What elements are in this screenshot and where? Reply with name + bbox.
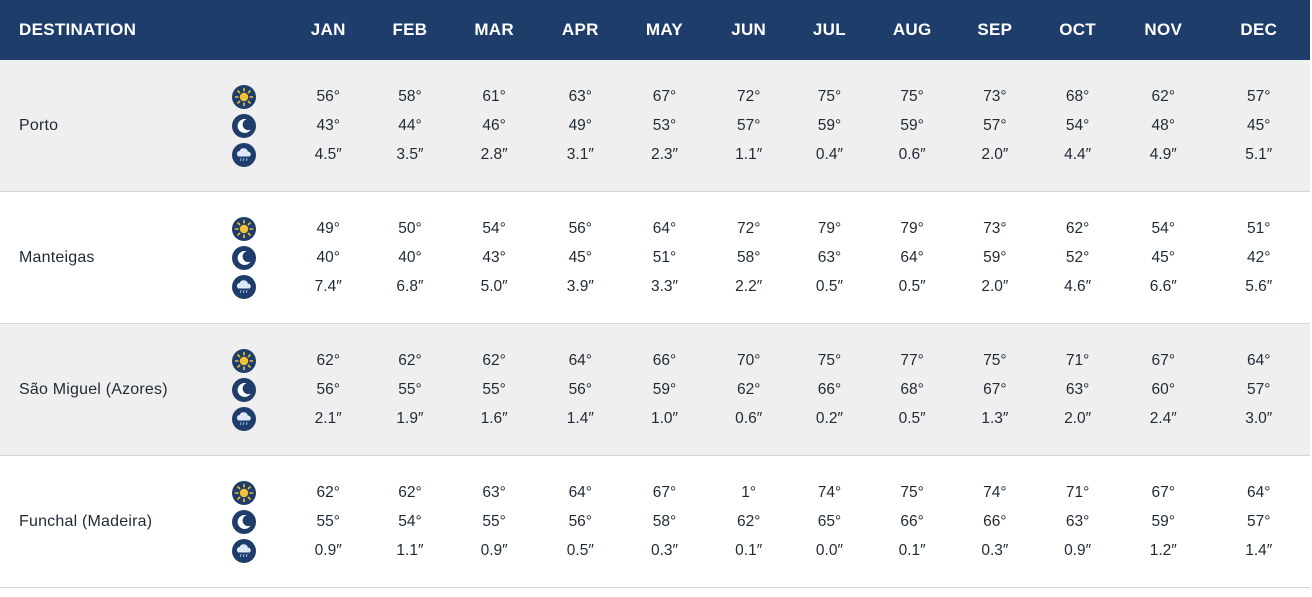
rainfall: 0.9″ [1064,541,1092,559]
month-cell-jun [709,87,788,165]
month-header-may: MAY [645,20,684,39]
high-temp: 79° [900,219,924,237]
high-temp: 73° [983,219,1007,237]
rainfall: 0.9″ [314,541,342,559]
rainfall: 0.1″ [735,541,763,559]
month-cell-oct [1036,87,1119,165]
high-temp: 58° [398,87,422,105]
table-header [0,0,1310,60]
month-cell-apr [541,351,620,429]
rainfall: 0.5″ [898,277,926,295]
low-temp: 64° [900,248,924,266]
low-temp: 44° [398,116,422,134]
low-temp: 55° [482,512,506,530]
rainfall: 2.0″ [981,145,1009,163]
low-temp: 40° [316,248,340,266]
high-temp: 51° [1247,219,1271,237]
month-cell-apr [541,483,620,561]
high-temp: 62° [1151,87,1175,105]
low-temp: 52° [1065,248,1090,266]
high-temp: 62° [316,483,340,501]
low-temp: 45° [568,248,593,266]
rain-cloud-icon [232,539,256,563]
month-cell-apr [541,219,620,297]
rainfall: 0.0″ [815,541,843,559]
high-temp: 67° [652,87,677,105]
low-temp: 59° [1151,512,1175,530]
table-row [0,60,1310,192]
month-cell-jan [284,351,373,429]
rainfall: 1.4″ [566,409,594,427]
high-temp: 64° [568,351,593,369]
rainfall: 1.1″ [396,541,424,559]
high-temp: 56° [316,87,340,105]
month-header-jan: JAN [310,20,346,39]
high-temp: 72° [736,219,761,237]
low-temp: 48° [1151,116,1175,134]
high-temp: 54° [1151,219,1175,237]
high-temp: 54° [482,219,506,237]
high-temp: 64° [652,219,677,237]
month-cell-feb [373,219,448,297]
low-temp: 54° [1065,116,1090,134]
rainfall: 2.1″ [314,409,342,427]
rainfall: 0.6″ [898,145,926,163]
low-temp: 66° [900,512,924,530]
high-temp: 62° [316,351,340,369]
rainfall: 0.3″ [650,541,679,559]
month-cell-aug [871,219,954,297]
month-cell-jun [709,219,788,297]
low-temp: 54° [398,512,422,530]
month-cell-dec [1208,351,1310,429]
month-cell-may [620,351,710,429]
moon-icon [232,510,256,534]
month-cell-mar [447,351,541,429]
month-cell-dec [1208,483,1310,561]
sun-icon [232,217,256,241]
low-temp: 58° [652,512,677,530]
month-cell-jan [284,483,373,561]
high-temp: 64° [1247,351,1271,369]
month-cell-oct [1036,483,1119,561]
month-cell-sep [954,87,1037,165]
month-cell-feb [373,87,448,165]
metric-icons [232,481,284,563]
month-cell-jun [709,483,788,561]
high-temp: 56° [568,219,593,237]
month-cell-may [620,219,710,297]
low-temp: 58° [736,248,761,266]
month-cell-jul [788,219,871,297]
low-temp: 65° [817,512,842,530]
month-cell-sep [954,483,1037,561]
rain-cloud-icon [232,275,256,299]
month-cell-apr [541,87,620,165]
rainfall: 2.2″ [735,277,763,295]
month-header-sep: SEP [977,20,1013,39]
rainfall: 1.2″ [1149,541,1177,559]
rainfall: 7.4″ [314,277,342,295]
rainfall: 4.5″ [314,145,342,163]
low-temp: 63° [817,248,842,266]
rainfall: 6.6″ [1149,277,1177,295]
rainfall: 5.6″ [1245,277,1273,295]
rainfall: 0.2″ [815,409,843,427]
low-temp: 63° [1065,380,1090,398]
month-cell-feb [373,351,448,429]
high-temp: 77° [900,351,924,369]
month-cell-oct [1036,351,1119,429]
month-cell-mar [447,483,541,561]
month-header-dec: DEC [1240,20,1278,39]
low-temp: 43° [316,116,340,134]
low-temp: 55° [316,512,340,530]
low-temp: 62° [736,380,761,398]
low-temp: 57° [1247,512,1271,530]
rain-cloud-icon [232,407,256,431]
month-cell-feb [373,483,448,561]
rainfall: 3.0″ [1245,409,1273,427]
rainfall: 1.3″ [981,409,1009,427]
month-header-oct: OCT [1059,20,1096,39]
high-temp: 49° [316,219,340,237]
rainfall: 2.8″ [480,145,508,163]
rainfall: 0.9″ [480,541,508,559]
table-row [0,456,1310,588]
month-cell-nov [1119,483,1208,561]
rainfall: 2.3″ [650,145,679,163]
month-cell-may [620,483,710,561]
rainfall: 2.0″ [1064,409,1092,427]
month-cell-dec [1208,87,1310,165]
rainfall: 6.8″ [396,277,424,295]
high-temp: 64° [568,483,593,501]
high-temp: 75° [900,87,924,105]
rainfall: 0.5″ [566,541,594,559]
month-header-feb: FEB [392,20,428,39]
high-temp: 79° [817,219,842,237]
month-header-aug: AUG [892,20,932,39]
rainfall: 3.9″ [566,277,594,295]
month-cell-dec [1208,219,1310,297]
month-header-apr: APR [561,20,599,39]
high-temp: 72° [736,87,761,105]
low-temp: 59° [900,116,924,134]
moon-icon [232,378,256,402]
month-cell-jul [788,87,871,165]
rainfall: 0.6″ [735,409,763,427]
low-temp: 66° [817,380,842,398]
sun-icon [232,85,256,109]
high-temp: 62° [1065,219,1090,237]
high-temp: 1° [741,483,757,501]
low-temp: 55° [482,380,506,398]
month-cell-nov [1119,219,1208,297]
moon-icon [232,114,256,138]
month-cell-oct [1036,219,1119,297]
month-header-jul: JUL [812,20,846,39]
high-temp: 62° [482,351,506,369]
high-temp: 74° [817,483,842,501]
rainfall: 2.0″ [981,277,1009,295]
low-temp: 56° [316,380,340,398]
high-temp: 73° [983,87,1007,105]
rainfall: 1.4″ [1245,541,1273,559]
rainfall: 2.4″ [1149,409,1177,427]
month-cell-nov [1119,87,1208,165]
high-temp: 64° [1247,483,1271,501]
month-cell-aug [871,483,954,561]
rainfall: 1.6″ [480,409,508,427]
high-temp: 74° [983,483,1007,501]
month-cell-mar [447,87,541,165]
table-row [0,192,1310,324]
low-temp: 42° [1247,248,1271,266]
high-temp: 75° [983,351,1007,369]
rain-cloud-icon [232,143,256,167]
high-temp: 61° [482,87,506,105]
month-header-jun: JUN [731,20,767,39]
month-cell-jul [788,351,871,429]
rainfall: 0.1″ [898,541,926,559]
rainfall: 1.0″ [650,409,679,427]
month-cell-nov [1119,351,1208,429]
high-temp: 68° [1065,87,1090,105]
low-temp: 45° [1247,116,1271,134]
month-cell-sep [954,219,1037,297]
low-temp: 43° [482,248,506,266]
rainfall: 4.6″ [1064,277,1092,295]
low-temp: 57° [736,116,761,134]
low-temp: 57° [983,116,1007,134]
low-temp: 40° [398,248,422,266]
high-temp: 75° [817,87,842,105]
high-temp: 67° [652,483,677,501]
low-temp: 55° [398,380,422,398]
high-temp: 67° [1151,351,1175,369]
low-temp: 56° [568,380,593,398]
moon-icon [232,246,256,270]
destination-name: Porto [19,116,59,134]
high-temp: 50° [398,219,422,237]
month-cell-aug [871,351,954,429]
rainfall: 3.3″ [650,277,679,295]
high-temp: 57° [1247,87,1271,105]
high-temp: 71° [1065,351,1090,369]
rainfall: 5.0″ [480,277,508,295]
low-temp: 59° [983,248,1007,266]
month-header-nov: NOV [1144,20,1183,39]
metric-icons [232,85,284,167]
rainfall: 4.9″ [1149,145,1177,163]
rainfall: 1.1″ [735,145,763,163]
rainfall: 0.5″ [815,277,843,295]
high-temp: 75° [817,351,842,369]
destination-name: São Miguel (Azores) [19,380,168,398]
low-temp: 68° [900,380,924,398]
rainfall: 0.4″ [815,145,843,163]
high-temp: 67° [1151,483,1175,501]
destination-name: Funchal (Madeira) [19,512,153,530]
low-temp: 62° [736,512,761,530]
high-temp: 71° [1065,483,1090,501]
rainfall: 0.5″ [898,409,926,427]
low-temp: 56° [568,512,593,530]
metric-icons [232,217,284,299]
month-cell-sep [954,351,1037,429]
month-cell-jul [788,483,871,561]
month-cell-aug [871,87,954,165]
high-temp: 66° [652,351,677,369]
low-temp: 63° [1065,512,1090,530]
low-temp: 57° [1247,380,1271,398]
high-temp: 75° [900,483,924,501]
rainfall: 4.4″ [1064,145,1092,163]
destination-name: Manteigas [19,248,95,266]
table-row [0,324,1310,456]
low-temp: 46° [482,116,506,134]
low-temp: 51° [652,248,677,266]
low-temp: 59° [817,116,842,134]
rainfall: 3.1″ [566,145,594,163]
high-temp: 70° [736,351,761,369]
rainfall: 0.3″ [981,541,1009,559]
high-temp: 63° [482,483,506,501]
month-cell-jun [709,351,788,429]
rainfall: 1.9″ [396,409,424,427]
high-temp: 63° [568,87,593,105]
low-temp: 49° [568,116,593,134]
low-temp: 59° [652,380,677,398]
month-cell-jan [284,219,373,297]
month-cell-mar [447,219,541,297]
month-cell-jan [284,87,373,165]
high-temp: 62° [398,483,422,501]
low-temp: 45° [1151,248,1175,266]
month-header-mar: MAR [474,20,514,39]
low-temp: 60° [1151,380,1175,398]
month-cell-may [620,87,710,165]
low-temp: 53° [652,116,677,134]
sun-icon [232,349,256,373]
low-temp: 66° [983,512,1007,530]
metric-icons [232,349,284,431]
rainfall: 5.1″ [1245,145,1273,163]
rainfall: 3.5″ [396,145,424,163]
high-temp: 62° [398,351,422,369]
table-body [0,60,1310,588]
sun-icon [232,481,256,505]
destination-column-header: DESTINATION [19,20,137,39]
low-temp: 67° [983,380,1007,398]
